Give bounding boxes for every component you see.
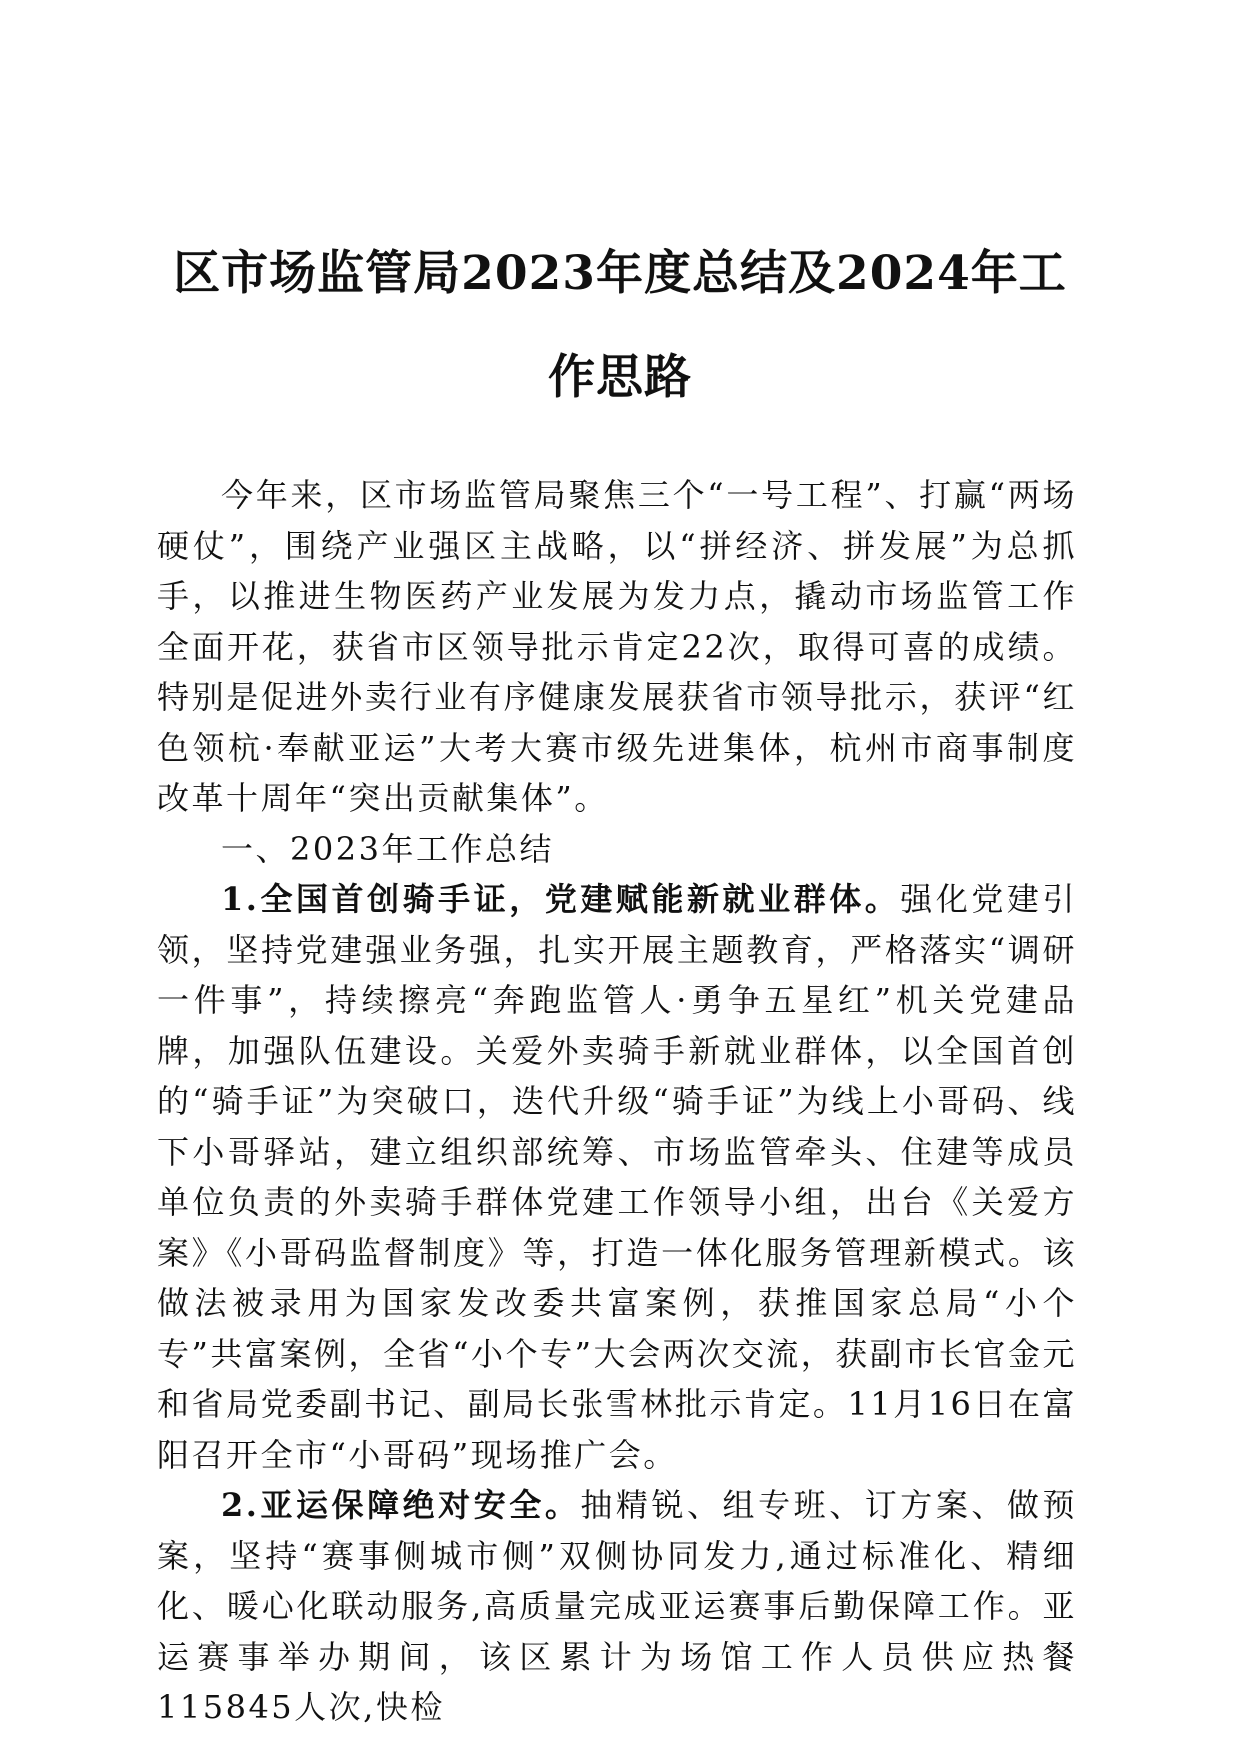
- document-body: [157, 470, 1077, 1733]
- section-heading: 一、2023年工作总结: [221, 829, 554, 868]
- item-1-lead: 1.全国首创骑手证，党建赋能新就业群体。: [221, 880, 901, 918]
- item-1-text: 强化党建引领，坚持党建强业务强，扎实开展主题教育，严格落实“调研一件事”，持续擦亮“奔跑监管人·勇争五星红”机关党建品牌，加强队伍建设。关爱外卖骑手新就业群体，以全国首创的“骑手证”为突破口，迭代升级“骑手证”为线上小哥码、线下小哥驿站，建立组织部统筹、市场监管牵头、住建等成员单位负责的外卖骑手群体党建工作领导小组，出台《关爱方案》《小哥码监督制度》等，打造一体化服务管理新模式。该做法被录用为国家发改委共富案例，获推国家总局“小个专”共富案例，全省“小个专”大会两次交流，获副市长官金元和省局党委副书记、副局长张雪林批示肯定。11月16日在富阳召开全市“小哥码”现场推广会。: [157, 880, 1077, 1474]
- intro-paragraph: 今年来，区市场监管局聚焦三个“一号工程”、打赢“两场硬仗”，围绕产业强区主战略，以“拼经济、拼发展”为总抓手，以推进生物医药产业发展为发力点，撬动市场监管工作全面开花，获省市区领导批示肯定22次，取得可喜的成绩。特别是促进外卖行业有序健康发展获省市领导批示，获评“红色领杭·奉献亚运”大考大赛市级先进集体，杭州市商事制度改革十周年“突出贡献集体”。: [157, 476, 1077, 817]
- item-2-lead: 2.亚运保障绝对安全。: [221, 1486, 581, 1524]
- item-2-text: 抽精锐、组专班、订方案、做预案，坚持“赛事侧城市侧”双侧协同发力,通过标准化、精细化、暖心化联动服务,高质量完成亚运赛事后勤保障工作。亚运赛事举办期间，该区累计为场馆工作人员供应热餐115845人次,快检: [157, 1486, 1077, 1726]
- item-2-paragraph: [157, 1480, 1077, 1733]
- item-1-paragraph: [157, 874, 1077, 1480]
- document-title: 区市场监管局2023年度总结及2024年工作思路: [173, 246, 1067, 405]
